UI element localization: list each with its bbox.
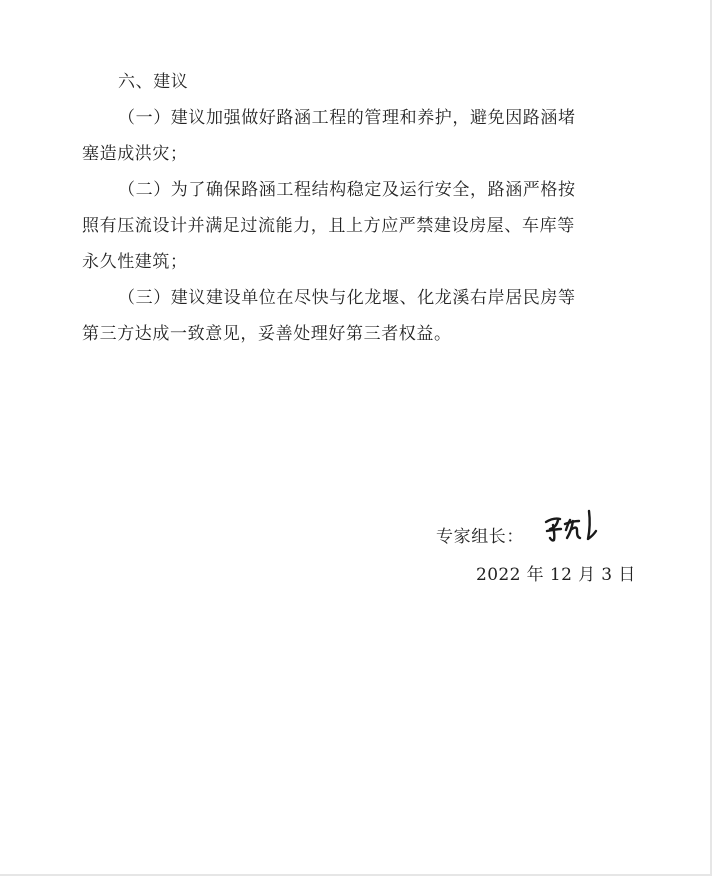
signature-label: 专家组长： — [436, 527, 524, 547]
paragraph-2-line-3: 永久性建筑； — [82, 252, 188, 272]
paragraph-2-line-2: 照有压流设计并满足过流能力，且上方应严禁建设房屋、车库等 — [82, 216, 575, 236]
paragraph-3-line-1: （三）建议建设单位在尽快与化龙堰、化龙溪右岸居民房等 — [118, 288, 576, 308]
paragraph-1-line-2: 塞造成洪灾； — [82, 144, 188, 164]
paragraph-3-line-2: 第三方达成一致意见，妥善处理好第三者权益。 — [82, 324, 452, 344]
signature-block — [436, 505, 636, 549]
paragraph-1-line-1: （一）建议加强做好路涵工程的管理和养护，避免因路涵堵 — [118, 108, 576, 128]
section-heading: 六、建议 — [118, 72, 189, 92]
handwritten-signature — [544, 505, 604, 547]
document-date: 2022 年 12 月 3 日 — [476, 565, 636, 585]
paragraph-2-line-1: （二）为了确保路涵工程结构稳定及运行安全，路涵严格按 — [118, 180, 576, 200]
recommendations-section — [82, 64, 642, 352]
